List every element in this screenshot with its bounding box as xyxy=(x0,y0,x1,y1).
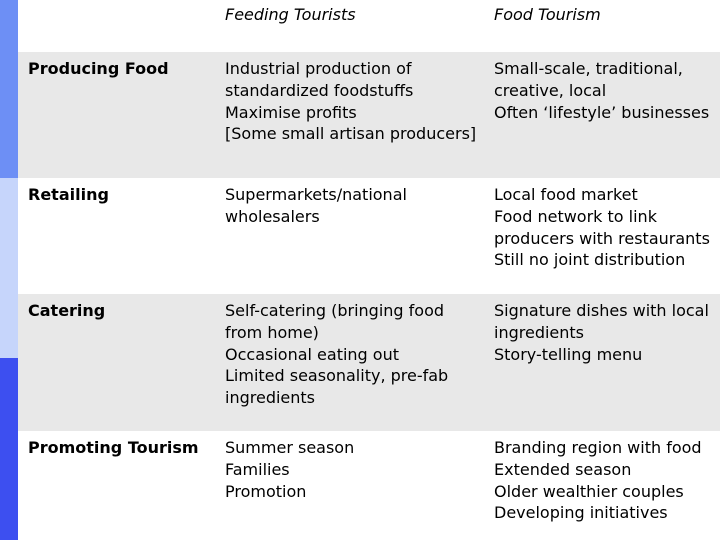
sidebar-band-middle xyxy=(0,178,18,358)
cell-line: Food network to link producers with restaurants xyxy=(494,206,710,248)
table-row xyxy=(18,52,720,178)
table-row xyxy=(18,294,720,431)
table-header-row xyxy=(18,0,720,52)
feeding-cell xyxy=(217,294,486,431)
row-label-text: Retailing xyxy=(28,185,109,204)
sidebar-band-bottom xyxy=(0,358,18,540)
cell-line: Occasional eating out xyxy=(225,344,399,364)
tourism-cell xyxy=(486,52,720,178)
cell-line: Maximise profits xyxy=(225,102,357,122)
cell-line: Still no joint distribution xyxy=(494,250,686,270)
cell-line: Self-catering (bringing food from home) xyxy=(225,301,445,342)
cell-line: Story-telling menu xyxy=(494,344,643,364)
cell-line: [Some small artisan producers] xyxy=(225,124,477,144)
row-label-text: Catering xyxy=(28,301,106,320)
cell-line: Extended season xyxy=(494,459,632,479)
header-feeding-tourists: Feeding Tourists xyxy=(217,0,486,52)
tourism-cell xyxy=(486,294,720,431)
tourism-cell xyxy=(486,178,720,294)
cell-line: Promotion xyxy=(225,481,307,501)
table-row xyxy=(18,178,720,294)
header-corner xyxy=(18,0,217,52)
cell-line: Small-scale, traditional, creative, local xyxy=(494,59,683,100)
tourism-cell xyxy=(486,431,720,552)
cell-line: Older wealthier couples xyxy=(494,481,684,501)
cell-line: Supermarkets/national wholesalers xyxy=(225,185,407,226)
row-label xyxy=(18,178,217,294)
header-food-tourism: Food Tourism xyxy=(486,0,720,52)
cell-line: Signature dishes with local ingredients xyxy=(494,301,709,342)
row-label-text: Producing Food xyxy=(28,59,169,78)
cell-line: Summer season xyxy=(225,438,355,457)
row-label xyxy=(18,294,217,431)
row-label xyxy=(18,431,217,552)
cell-line: Limited seasonality, pre-fab ingredients xyxy=(225,366,449,408)
cell-line: Often ‘lifestyle’ businesses xyxy=(494,102,710,122)
feeding-cell xyxy=(217,431,486,552)
row-label-text: Promoting Tourism xyxy=(28,438,199,457)
cell-line: Branding region with food xyxy=(494,438,702,457)
decorative-sidebar xyxy=(0,0,18,540)
sidebar-band-top xyxy=(0,0,18,178)
cell-line: Industrial production of standardized foodstuffs xyxy=(225,59,414,100)
cell-line: Developing initiatives xyxy=(494,503,668,523)
comparison-table xyxy=(18,0,720,552)
feeding-cell xyxy=(217,52,486,178)
cell-line: Local food market xyxy=(494,185,638,204)
row-label xyxy=(18,52,217,178)
cell-line: Families xyxy=(225,459,290,479)
feeding-cell xyxy=(217,178,486,294)
table-row xyxy=(18,431,720,552)
